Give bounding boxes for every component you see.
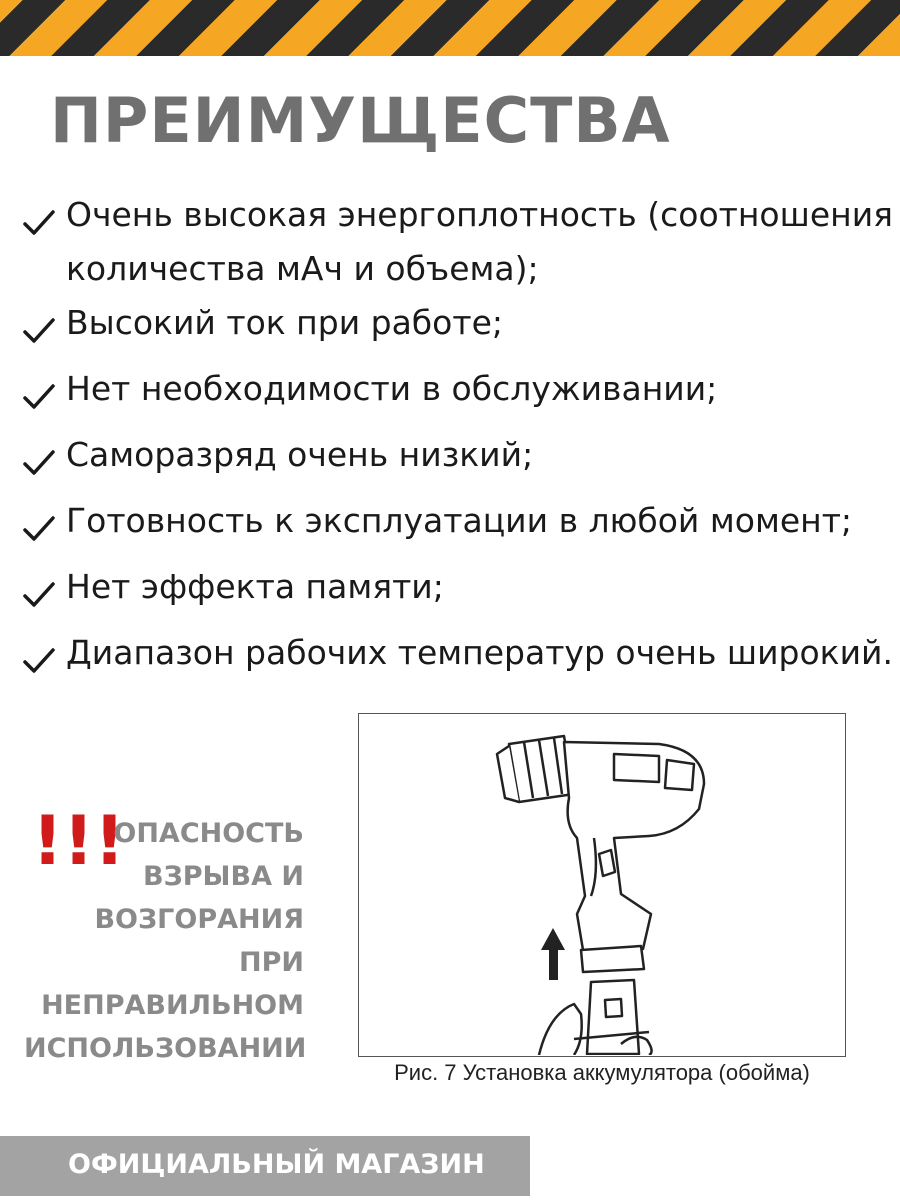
- feature-item: [22, 296, 894, 362]
- checkmark-icon: [22, 296, 66, 362]
- checkmark-icon: [22, 428, 66, 494]
- feature-text: Нет эффекта памяти;: [66, 567, 444, 606]
- feature-text: Готовность к эксплуатации в любой момент;: [66, 501, 853, 540]
- footer-banner: [0, 1136, 530, 1196]
- figure-caption: Рис. 7 Установка аккумулятора (обойма): [394, 1060, 810, 1085]
- checkmark-icon: [22, 362, 66, 428]
- feature-text: Нет необходимости в обслуживании;: [66, 369, 718, 408]
- feature-text: Саморазряд очень низкий;: [66, 435, 534, 474]
- checkmark-icon: [22, 188, 66, 254]
- checkmark-icon: [22, 494, 66, 560]
- feature-item: [22, 188, 894, 296]
- exclamation-icon: !!!: [32, 802, 126, 881]
- danger-warning-text: ОПАСНОСТЬ ВЗРЫВА И ВОЗГОРАНИЯ ПРИ НЕПРАВИЛЬНОМ ИСПОЛЬЗОВАНИИ: [24, 818, 307, 1064]
- danger-warning: [24, 802, 307, 1064]
- hazard-stripes-banner: [0, 0, 900, 56]
- drill-illustration: [359, 714, 844, 1055]
- feature-item: [22, 626, 894, 692]
- checkmark-icon: [22, 560, 66, 626]
- feature-item: [22, 494, 894, 560]
- feature-list: [22, 188, 894, 692]
- checkmark-icon: [22, 626, 66, 692]
- battery-installation-figure: [358, 713, 846, 1057]
- footer-label: ОФИЦИАЛЬНЫЙ МАГАЗИН: [68, 1149, 485, 1180]
- feature-item: [22, 560, 894, 626]
- feature-item: [22, 428, 894, 494]
- page-title: ПРЕИМУЩЕСТВА: [50, 84, 671, 157]
- feature-item: [22, 362, 894, 428]
- feature-text: Очень высокая энергоплотность (соотношения количества мАч и объема);: [66, 195, 893, 288]
- feature-text: Диапазон рабочих температур очень широкий.: [66, 633, 893, 672]
- feature-text: Высокий ток при работе;: [66, 303, 503, 342]
